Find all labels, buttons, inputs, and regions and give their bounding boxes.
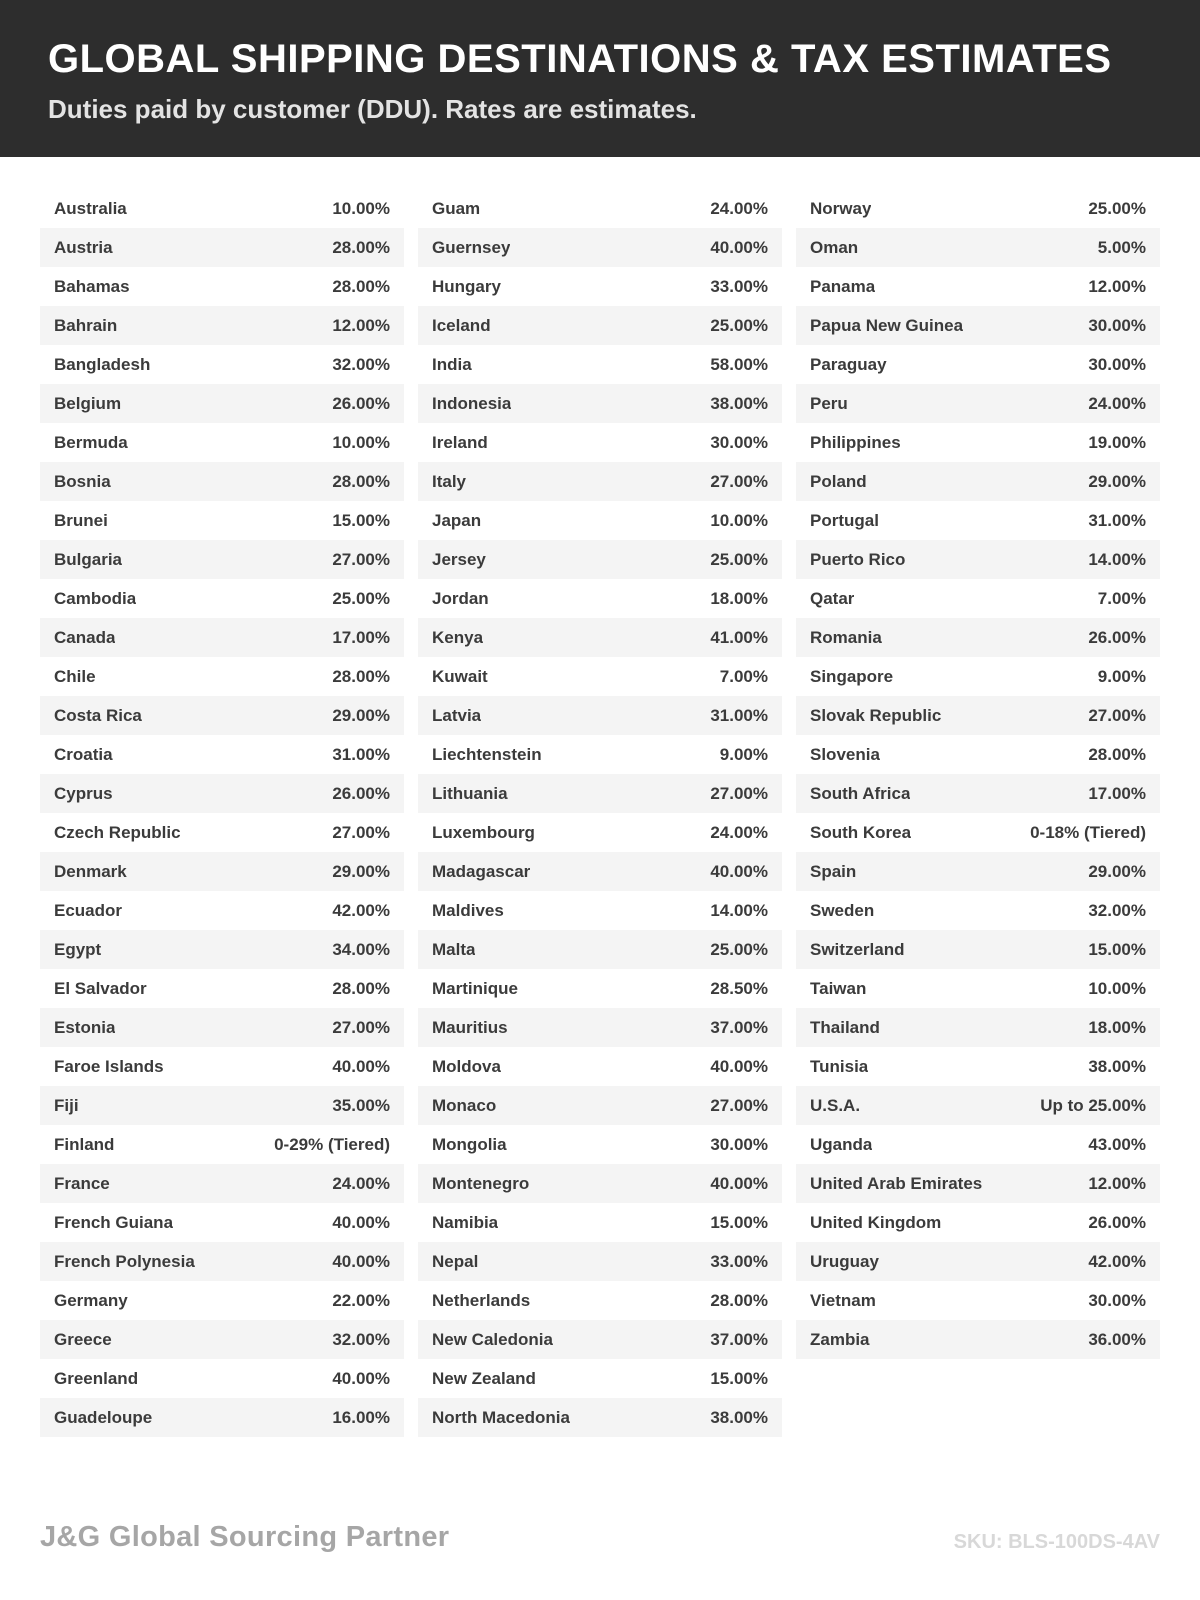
tax-rate: 24.00%: [1088, 393, 1146, 413]
tax-rate: 41.00%: [710, 627, 768, 647]
tax-rate: 18.00%: [710, 588, 768, 608]
tax-rate: 30.00%: [1088, 354, 1146, 374]
country-name: Kuwait: [432, 666, 488, 686]
tax-rate: 10.00%: [1088, 978, 1146, 998]
tax-rate: 27.00%: [332, 822, 390, 842]
country-name: El Salvador: [54, 978, 147, 998]
tax-rate: 18.00%: [1088, 1017, 1146, 1037]
tax-rate: 30.00%: [710, 432, 768, 452]
tax-rate: 16.00%: [332, 1407, 390, 1427]
table-row: [40, 462, 404, 501]
country-name: Namibia: [432, 1212, 499, 1232]
tax-rate: Up to 25.00%: [1040, 1095, 1146, 1115]
country-name: Paraguay: [810, 354, 887, 374]
table-row: [40, 579, 404, 618]
country-name: Taiwan: [810, 978, 867, 998]
country-name: Cambodia: [54, 588, 137, 608]
country-name: Australia: [54, 198, 127, 218]
table-row: [418, 735, 782, 774]
table-row: [418, 618, 782, 657]
country-name: Romania: [810, 627, 882, 647]
table-row: [418, 657, 782, 696]
table-row: [796, 540, 1160, 579]
rates-column-2: [418, 189, 782, 1437]
table-row: [40, 384, 404, 423]
table-row: [796, 657, 1160, 696]
table-row: [418, 1125, 782, 1164]
tax-rate: 25.00%: [710, 315, 768, 335]
table-row: [418, 1008, 782, 1047]
country-name: Belgium: [54, 393, 122, 413]
country-name: Faroe Islands: [54, 1056, 164, 1076]
tax-rate: 32.00%: [332, 1329, 390, 1349]
table-row: [40, 774, 404, 813]
country-name: Panama: [810, 276, 876, 296]
tax-rate: 40.00%: [332, 1368, 390, 1388]
country-name: Fiji: [54, 1095, 79, 1115]
brand-name: J&G Global Sourcing Partner: [40, 1521, 450, 1553]
table-row: [418, 345, 782, 384]
country-name: Madagascar: [432, 861, 531, 881]
country-name: Singapore: [810, 666, 894, 686]
table-row: [418, 969, 782, 1008]
table-row: [40, 1047, 404, 1086]
table-row: [796, 189, 1160, 228]
table-row: [796, 306, 1160, 345]
country-name: Indonesia: [432, 393, 512, 413]
tax-rate: 9.00%: [1097, 666, 1146, 686]
country-name: Norway: [810, 198, 872, 218]
country-name: Egypt: [54, 939, 102, 959]
table-row: [40, 306, 404, 345]
table-row: [796, 852, 1160, 891]
table-row: [40, 228, 404, 267]
country-name: Qatar: [810, 588, 855, 608]
country-name: Bahamas: [54, 276, 130, 296]
table-row: [40, 1242, 404, 1281]
country-name: Montenegro: [432, 1173, 530, 1193]
tax-rate: 38.00%: [710, 393, 768, 413]
table-row: [40, 1359, 404, 1398]
tax-rate: 40.00%: [710, 1056, 768, 1076]
tax-rate: 27.00%: [710, 1095, 768, 1115]
table-row: [40, 735, 404, 774]
table-row: [418, 462, 782, 501]
tax-rate: 15.00%: [710, 1212, 768, 1232]
tax-rate: 38.00%: [710, 1407, 768, 1427]
country-name: Mongolia: [432, 1134, 507, 1154]
table-row: [418, 189, 782, 228]
country-name: Chile: [54, 666, 96, 686]
tax-rate: 24.00%: [710, 198, 768, 218]
tax-rate: 12.00%: [1088, 1173, 1146, 1193]
country-name: India: [432, 354, 472, 374]
tax-rate: 33.00%: [710, 276, 768, 296]
tax-rate: 26.00%: [332, 783, 390, 803]
tax-rate: 24.00%: [332, 1173, 390, 1193]
country-name: Japan: [432, 510, 482, 530]
table-row: [40, 1320, 404, 1359]
table-row: [40, 267, 404, 306]
tax-rate: 28.50%: [710, 978, 768, 998]
country-name: Ireland: [432, 432, 488, 452]
tax-rate: 26.00%: [1088, 1212, 1146, 1232]
tax-rate: 30.00%: [1088, 315, 1146, 335]
country-name: French Polynesia: [54, 1251, 195, 1271]
tax-rate: 28.00%: [710, 1290, 768, 1310]
table-row: [796, 1086, 1160, 1125]
country-name: Poland: [810, 471, 867, 491]
table-row: [40, 852, 404, 891]
country-name: Malta: [432, 939, 476, 959]
table-row: [796, 1242, 1160, 1281]
table-row: [418, 267, 782, 306]
table-row: [418, 1047, 782, 1086]
table-row: [418, 930, 782, 969]
table-row: [796, 1047, 1160, 1086]
table-row: [418, 228, 782, 267]
rates-column-3: [796, 189, 1160, 1359]
tax-rate: 30.00%: [710, 1134, 768, 1154]
country-name: Brunei: [54, 510, 108, 530]
tax-rate: 31.00%: [332, 744, 390, 764]
tax-rate: 19.00%: [1088, 432, 1146, 452]
country-name: Bahrain: [54, 315, 118, 335]
country-name: Slovenia: [810, 744, 880, 764]
country-name: Mauritius: [432, 1017, 508, 1037]
tax-rate: 28.00%: [332, 237, 390, 257]
country-name: Bulgaria: [54, 549, 123, 569]
table-row: [796, 1281, 1160, 1320]
tax-rate: 58.00%: [710, 354, 768, 374]
country-name: Luxembourg: [432, 822, 535, 842]
tax-rate: 42.00%: [1088, 1251, 1146, 1271]
tax-rate: 28.00%: [1088, 744, 1146, 764]
country-name: Hungary: [432, 276, 501, 296]
table-row: [40, 1203, 404, 1242]
table-row: [796, 969, 1160, 1008]
country-name: Peru: [810, 393, 848, 413]
table-row: [40, 345, 404, 384]
table-row: [418, 891, 782, 930]
tax-rate: 14.00%: [710, 900, 768, 920]
table-row: [418, 1281, 782, 1320]
tax-rate: 31.00%: [710, 705, 768, 725]
country-name: Uganda: [810, 1134, 873, 1154]
table-row: [40, 813, 404, 852]
country-name: Jordan: [432, 588, 489, 608]
country-name: Denmark: [54, 861, 127, 881]
tax-rate: 24.00%: [710, 822, 768, 842]
country-name: Uruguay: [810, 1251, 879, 1271]
tax-rate: 37.00%: [710, 1017, 768, 1037]
table-row: [418, 696, 782, 735]
table-row: [40, 1086, 404, 1125]
tax-rate: 15.00%: [1088, 939, 1146, 959]
table-row: [796, 384, 1160, 423]
table-row: [796, 345, 1160, 384]
country-name: Greenland: [54, 1368, 139, 1388]
country-name: Tunisia: [810, 1056, 869, 1076]
table-row: [418, 1086, 782, 1125]
tax-rate: 25.00%: [332, 588, 390, 608]
table-row: [796, 813, 1160, 852]
tax-rate: 12.00%: [332, 315, 390, 335]
tax-rate: 0-29% (Tiered): [274, 1134, 390, 1154]
tax-rate: 27.00%: [332, 1017, 390, 1037]
country-name: Guernsey: [432, 237, 511, 257]
country-name: Vietnam: [810, 1290, 876, 1310]
table-row: [40, 1125, 404, 1164]
tax-rate: 17.00%: [1088, 783, 1146, 803]
tax-rate: 9.00%: [719, 744, 768, 764]
tax-rate: 14.00%: [1088, 549, 1146, 569]
country-name: Estonia: [54, 1017, 116, 1037]
table-row: [40, 891, 404, 930]
tax-rate: 29.00%: [1088, 471, 1146, 491]
country-name: Ecuador: [54, 900, 123, 920]
country-name: North Macedonia: [432, 1407, 570, 1427]
tax-rate: 27.00%: [710, 471, 768, 491]
table-row: [418, 1359, 782, 1398]
table-row: [796, 501, 1160, 540]
country-name: Czech Republic: [54, 822, 181, 842]
country-name: Oman: [810, 237, 859, 257]
table-row: [796, 735, 1160, 774]
tax-rate: 29.00%: [332, 861, 390, 881]
tax-rate: 10.00%: [710, 510, 768, 530]
table-row: [40, 1164, 404, 1203]
table-row: [418, 1320, 782, 1359]
country-name: Latvia: [432, 705, 482, 725]
table-row: [796, 696, 1160, 735]
country-name: French Guiana: [54, 1212, 174, 1232]
tax-rate: 27.00%: [710, 783, 768, 803]
table-row: [40, 930, 404, 969]
country-name: New Caledonia: [432, 1329, 553, 1349]
country-name: Sweden: [810, 900, 875, 920]
country-name: Portugal: [810, 510, 879, 530]
footer: [0, 1521, 1200, 1600]
country-name: Cyprus: [54, 783, 113, 803]
tax-rate: 7.00%: [719, 666, 768, 686]
tax-rate: 40.00%: [332, 1212, 390, 1232]
country-name: Kenya: [432, 627, 484, 647]
table-row: [40, 1398, 404, 1437]
country-name: Moldova: [432, 1056, 501, 1076]
tax-rate: 28.00%: [332, 666, 390, 686]
tax-rate: 26.00%: [332, 393, 390, 413]
country-name: Maldives: [432, 900, 504, 920]
tax-rate: 25.00%: [710, 549, 768, 569]
country-name: South Africa: [810, 783, 911, 803]
country-name: Bangladesh: [54, 354, 151, 374]
tax-rate: 34.00%: [332, 939, 390, 959]
country-name: Zambia: [810, 1329, 870, 1349]
table-row: [796, 267, 1160, 306]
table-row: [796, 1320, 1160, 1359]
rates-table: [0, 157, 1200, 1437]
table-row: [796, 423, 1160, 462]
table-row: [796, 228, 1160, 267]
tax-rate: 12.00%: [1088, 276, 1146, 296]
tax-rate: 37.00%: [710, 1329, 768, 1349]
header: [0, 0, 1200, 157]
table-row: [796, 930, 1160, 969]
tax-rate: 28.00%: [332, 276, 390, 296]
table-row: [418, 579, 782, 618]
tax-rate: 17.00%: [332, 627, 390, 647]
country-name: Martinique: [432, 978, 518, 998]
country-name: United Kingdom: [810, 1212, 942, 1232]
tax-rate: 42.00%: [332, 900, 390, 920]
country-name: New Zealand: [432, 1368, 536, 1388]
table-row: [796, 891, 1160, 930]
tax-rate: 40.00%: [710, 1173, 768, 1193]
tax-rate: 22.00%: [332, 1290, 390, 1310]
table-row: [40, 696, 404, 735]
tax-rate: 38.00%: [1088, 1056, 1146, 1076]
table-row: [796, 579, 1160, 618]
country-name: Liechtenstein: [432, 744, 542, 764]
country-name: Greece: [54, 1329, 112, 1349]
country-name: Canada: [54, 627, 116, 647]
country-name: Croatia: [54, 744, 113, 764]
tax-rate: 43.00%: [1088, 1134, 1146, 1154]
tax-rate: 30.00%: [1088, 1290, 1146, 1310]
tax-rate: 28.00%: [332, 978, 390, 998]
table-row: [40, 618, 404, 657]
tax-rate: 0-18% (Tiered): [1030, 822, 1146, 842]
table-row: [40, 423, 404, 462]
country-name: Lithuania: [432, 783, 508, 803]
tax-rate: 32.00%: [1088, 900, 1146, 920]
table-row: [418, 1242, 782, 1281]
table-row: [418, 1164, 782, 1203]
table-row: [40, 657, 404, 696]
tax-rate: 40.00%: [710, 861, 768, 881]
tax-rate: 27.00%: [1088, 705, 1146, 725]
country-name: Guadeloupe: [54, 1407, 153, 1427]
table-row: [796, 1164, 1160, 1203]
country-name: U.S.A.: [810, 1095, 861, 1115]
tax-rate: 32.00%: [332, 354, 390, 374]
country-name: Slovak Republic: [810, 705, 942, 725]
country-name: Thailand: [810, 1017, 880, 1037]
tax-rate: 33.00%: [710, 1251, 768, 1271]
table-row: [418, 306, 782, 345]
country-name: Iceland: [432, 315, 491, 335]
table-row: [418, 813, 782, 852]
country-name: Papua New Guinea: [810, 315, 964, 335]
country-name: France: [54, 1173, 110, 1193]
tax-rate: 29.00%: [332, 705, 390, 725]
tax-rate: 40.00%: [710, 237, 768, 257]
tax-rate: 26.00%: [1088, 627, 1146, 647]
table-row: [40, 1008, 404, 1047]
table-row: [796, 1203, 1160, 1242]
tax-rate: 27.00%: [332, 549, 390, 569]
tax-rate: 25.00%: [1088, 198, 1146, 218]
table-row: [40, 1281, 404, 1320]
country-name: Nepal: [432, 1251, 479, 1271]
tax-rate: 5.00%: [1097, 237, 1146, 257]
tax-rate: 10.00%: [332, 432, 390, 452]
country-name: Bermuda: [54, 432, 128, 452]
table-row: [418, 384, 782, 423]
country-name: Netherlands: [432, 1290, 531, 1310]
country-name: Costa Rica: [54, 705, 142, 725]
tax-rate: 29.00%: [1088, 861, 1146, 881]
table-row: [418, 423, 782, 462]
country-name: Austria: [54, 237, 113, 257]
tax-rate: 31.00%: [1088, 510, 1146, 530]
page-title: GLOBAL SHIPPING DESTINATIONS & TAX ESTIMATES: [48, 37, 1112, 81]
tax-rate: 25.00%: [710, 939, 768, 959]
table-row: [418, 540, 782, 579]
table-row: [40, 969, 404, 1008]
page-subtitle: Duties paid by customer (DDU). Rates are estimates.: [48, 94, 697, 124]
country-name: Italy: [432, 471, 467, 491]
country-name: Philippines: [810, 432, 901, 452]
table-row: [418, 852, 782, 891]
country-name: Monaco: [432, 1095, 497, 1115]
tax-rate: 40.00%: [332, 1251, 390, 1271]
table-row: [796, 618, 1160, 657]
tax-rate: 10.00%: [332, 198, 390, 218]
country-name: Guam: [432, 198, 481, 218]
tax-rate: 15.00%: [710, 1368, 768, 1388]
tax-rate: 15.00%: [332, 510, 390, 530]
tax-rate: 35.00%: [332, 1095, 390, 1115]
country-name: Jersey: [432, 549, 486, 569]
tax-rate: 40.00%: [332, 1056, 390, 1076]
table-row: [40, 189, 404, 228]
sku-label: SKU: BLS-100DS-4AV: [953, 1531, 1160, 1553]
table-row: [796, 462, 1160, 501]
country-name: Puerto Rico: [810, 549, 906, 569]
table-row: [418, 1398, 782, 1437]
table-row: [418, 1203, 782, 1242]
table-row: [418, 501, 782, 540]
rates-column-1: [40, 189, 404, 1437]
table-row: [796, 774, 1160, 813]
country-name: Finland: [54, 1134, 115, 1154]
country-name: Germany: [54, 1290, 128, 1310]
table-row: [796, 1125, 1160, 1164]
table-row: [40, 540, 404, 579]
country-name: United Arab Emirates: [810, 1173, 983, 1193]
table-row: [418, 774, 782, 813]
tax-rate: 36.00%: [1088, 1329, 1146, 1349]
country-name: Bosnia: [54, 471, 111, 491]
table-row: [40, 501, 404, 540]
tax-rate: 7.00%: [1097, 588, 1146, 608]
table-row: [796, 1008, 1160, 1047]
tax-rate: 28.00%: [332, 471, 390, 491]
country-name: Spain: [810, 861, 857, 881]
country-name: Switzerland: [810, 939, 905, 959]
country-name: South Korea: [810, 822, 912, 842]
